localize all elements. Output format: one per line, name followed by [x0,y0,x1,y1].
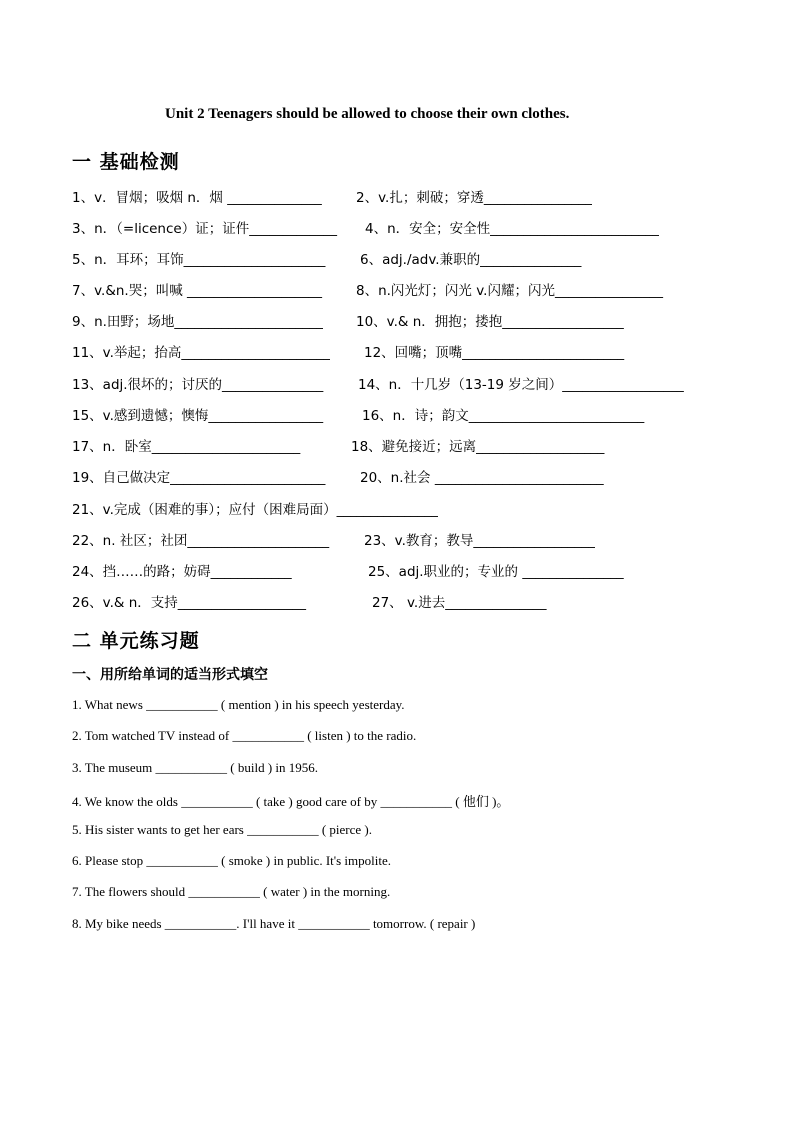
vocab-item: 7、v.&n.哭；叫喊 ____________________ [72,283,322,299]
vocab-item: 4、n．安全；安全性_________________________ [365,221,659,237]
vocab-item: 9、n.田野；场地______________________ [72,314,323,330]
vocab-item: 6、adj./adv.兼职的_______________ [360,252,582,268]
vocab-item: 19、自己做决定_______________________ [72,470,326,486]
exercise-item: 5. His sister wants to get her ears ___________ ( pierce ). [72,822,373,837]
section2-heading: 二 单元练习题 [72,630,200,652]
vocab-item: 24、挡……的路；妨碍____________ [72,564,292,580]
exercise-item: 4. We know the olds ___________ ( take ) good care of by ___________ ( 他们 )。 [72,794,510,809]
vocab-item: 27、 v.进去_______________ [372,595,547,611]
vocab-item: 3、n．（=licence）证；证件_____________ [72,221,337,237]
vocab-item: 14、n．十几岁（13-19 岁之间）__________________ [358,377,684,393]
vocab-item: 1、v．冒烟；吸烟 n．烟 ______________ [72,190,322,206]
vocab-item: 13、adj.很坏的；讨厌的_______________ [72,377,324,393]
vocab-item: 17、n．卧室______________________ [72,439,301,455]
vocab-item: 11、v.举起；抬高______________________ [72,345,330,361]
page-title: Unit 2 Teenagers should be allowed to choose their own clothes. [165,106,570,122]
vocab-item: 21、v.完成（困难的事）；应付（困难局面）_______________ [72,502,438,518]
vocab-item: 16、n．诗；韵文__________________________ [362,408,645,424]
vocab-item: 18、避免接近；远离___________________ [351,439,605,455]
exercise-item: 3. The museum ___________ ( build ) in 1956. [72,760,319,775]
vocab-item: 22、n. 社区；社团_____________________ [72,533,330,549]
vocab-item: 25、adj.职业的；专业的 _______________ [368,564,624,580]
vocab-item: 15、v.感到遗憾；懊悔_________________ [72,408,324,424]
exercise-item: 7. The flowers should ___________ ( water ) in the morning. [72,884,391,899]
vocab-item: 26、v.& n．支持___________________ [72,595,307,611]
vocab-item: 2、v.扎；刺破；穿透________________ [356,190,592,206]
vocab-item: 10、v.& n．拥抱；搂抱__________________ [356,314,624,330]
exercise-item: 1. What news ___________ ( mention ) in his speech yesterday. [72,697,405,712]
exercise-item: 8. My bike needs ___________. I'll have it ___________ tomorrow. ( repair ) [72,916,476,931]
exercise-item: 6. Please stop ___________ ( smoke ) in public. It's impolite. [72,853,392,868]
exercise-item: 2. Tom watched TV instead of ___________ ( listen ) to the radio. [72,728,417,743]
section1-heading: 一 基础检测 [72,151,180,173]
vocab-item: 8、n.闪光灯；闪光 v.闪耀；闪光________________ [356,283,663,299]
vocab-item: 23、v.教育；教导__________________ [364,533,595,549]
exercise-subheading: 一、用所给单词的适当形式填空 [72,667,268,683]
vocab-item: 5、n．耳环；耳饰_____________________ [72,252,326,268]
vocab-item: 12、回嘴；顶嘴________________________ [364,345,625,361]
vocab-item: 20、n.社会 _________________________ [360,470,604,486]
